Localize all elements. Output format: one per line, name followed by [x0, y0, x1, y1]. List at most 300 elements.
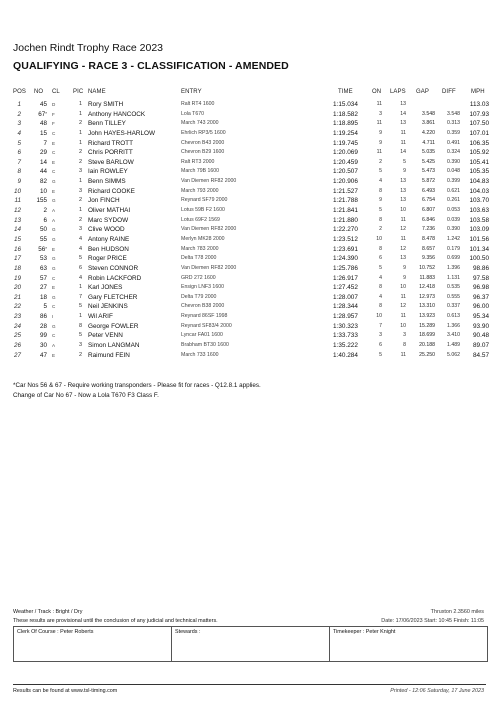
col-no: NO	[34, 89, 44, 95]
cell-pos: 11	[14, 197, 21, 205]
cell-pos: 25	[13, 332, 21, 340]
cell-gap: 8.478	[422, 235, 435, 242]
cell-diff: 0.699	[447, 255, 460, 262]
cell-laps: 12	[400, 226, 406, 233]
provisional-notice: These results are provisional until the conclusion of any judicial and technical matters.	[13, 618, 218, 624]
car-number: 5	[43, 303, 47, 311]
cell-no	[31, 177, 47, 187]
cell-gap: 6.807	[422, 207, 435, 214]
car-number: 63	[39, 264, 47, 272]
cell-mph: 101.34	[469, 245, 489, 253]
cell-pic: 3	[78, 168, 82, 175]
cell-on: 5	[379, 207, 382, 214]
cell-laps: 11	[400, 129, 406, 136]
cell-pos: 13	[13, 216, 21, 224]
cell-name: Raimund FEIN	[88, 351, 130, 359]
cell-pic: 1	[78, 129, 82, 136]
cell-entry: Chevron B29 1600	[181, 149, 225, 156]
cell-name: Ben HUDSON	[88, 245, 129, 253]
cell-pos: 23	[13, 313, 21, 321]
cell-pos: 22	[13, 303, 21, 311]
cell-no	[31, 216, 47, 226]
col-pos: POS	[13, 89, 26, 95]
table-row	[0, 216, 500, 226]
cell-laps: 9	[403, 168, 406, 175]
cell-pic: 1	[78, 110, 82, 117]
cell-entry: Van Diemen RF82 2000	[181, 178, 237, 185]
cell-no	[31, 167, 47, 177]
cell-on: 10	[376, 313, 382, 320]
cell-on: 3	[379, 110, 382, 117]
cell-gap: 5.035	[422, 149, 435, 156]
cell-gap: 6.493	[422, 187, 435, 194]
car-number: 99	[39, 332, 47, 340]
transponder-flag: *	[45, 245, 47, 251]
cell-no	[31, 312, 47, 322]
cell-cl: G	[52, 294, 56, 300]
cell-gap: 20.188	[419, 342, 435, 349]
cell-on: 7	[379, 322, 382, 329]
cell-time: 1:25.786	[333, 264, 358, 272]
cell-pos: 24	[13, 322, 21, 330]
clerk-of-course: Clerk Of Course : Peter Roberts	[17, 629, 94, 635]
cell-name: Steve BARLOW	[88, 158, 134, 166]
cell-pic: 4	[78, 235, 82, 242]
cell-time: 1:24.390	[333, 255, 358, 263]
cell-diff: 0.261	[447, 197, 460, 204]
cell-entry: Van Diemen RF82 2000	[181, 264, 237, 271]
car-number: 47	[39, 351, 47, 359]
timekeeper-box	[330, 627, 487, 661]
cell-on: 3	[379, 332, 382, 339]
cell-cl: E	[52, 246, 56, 252]
cell-pic: 5	[78, 255, 82, 262]
cell-name: Anthony HANCOCK	[88, 110, 146, 118]
cell-time: 1:28.344	[333, 303, 358, 311]
cell-pos: 8	[17, 168, 21, 176]
cell-diff: 0.359	[447, 129, 460, 136]
cell-mph: 96.00	[473, 303, 489, 311]
cell-gap: 12.973	[419, 293, 435, 300]
cell-cl: F	[52, 111, 55, 117]
cell-diff: 0.390	[447, 226, 460, 233]
cell-pos: 5	[17, 139, 21, 147]
cell-on: 11	[376, 101, 382, 107]
table-row	[0, 177, 500, 187]
cell-pic: 1	[78, 178, 82, 185]
cell-gap: 5.872	[422, 178, 435, 185]
cell-on: 11	[376, 120, 382, 127]
cell-on: 6	[379, 342, 382, 349]
cell-pos: 19	[13, 274, 21, 282]
cell-pic: 1	[78, 284, 82, 291]
cell-laps: 13	[400, 187, 406, 194]
car-number: 10	[39, 187, 47, 195]
cell-no	[31, 129, 47, 139]
cell-laps: 10	[400, 322, 406, 329]
cell-name: Benn TILLEY	[88, 120, 126, 128]
col-gap: GAP	[416, 89, 429, 95]
cell-name: Steven CONNOR	[88, 264, 139, 272]
cell-on: 5	[379, 264, 382, 271]
col-on: ON	[372, 89, 382, 95]
cell-pos: 15	[13, 235, 21, 243]
cell-mph: 97.58	[473, 274, 489, 282]
cell-cl: C	[52, 304, 56, 310]
car-number: 27	[39, 284, 47, 292]
cell-gap: 11.883	[419, 274, 435, 281]
cell-entry: Reynard 86SF 1998	[181, 313, 228, 320]
cell-pic: 2	[78, 197, 82, 204]
cell-pic: 2	[78, 158, 82, 165]
cell-cl: C	[52, 130, 56, 136]
col-pic: PIC	[73, 89, 84, 95]
cell-diff: 1.489	[447, 342, 460, 349]
cell-entry: March 783 2000	[181, 245, 219, 252]
table-row	[0, 158, 500, 168]
cell-mph: 105.92	[469, 149, 489, 157]
cell-mph: 100.50	[469, 255, 489, 263]
cell-time: 1:30.323	[333, 322, 358, 330]
cell-pos: 27	[13, 351, 21, 359]
cell-on: 9	[379, 197, 382, 204]
cell-pic: 1	[78, 101, 82, 107]
cell-pic: 8	[78, 322, 82, 329]
cell-pos: 6	[17, 149, 21, 157]
cell-no	[31, 283, 47, 293]
cell-cl: E	[52, 285, 56, 291]
table-row	[0, 302, 500, 312]
cell-time: 1:22.270	[333, 226, 358, 234]
cell-cl: E	[52, 188, 56, 194]
car-number: 7	[43, 139, 47, 147]
cell-cl: C	[52, 150, 56, 156]
cell-entry: Lotus 59B F2 1600	[181, 207, 225, 214]
cell-diff: 1.242	[447, 235, 460, 242]
cell-name: Roger PRICE	[88, 255, 127, 263]
cell-mph: 96.37	[473, 293, 489, 301]
cell-pic: 7	[78, 293, 82, 300]
cell-mph: 93.90	[473, 322, 489, 330]
cell-mph: 105.35	[469, 168, 489, 176]
cell-time: 1:27.452	[333, 284, 358, 292]
cell-laps: 12	[400, 245, 406, 252]
table-row	[0, 196, 500, 206]
cell-entry: Chevron B43 2000	[181, 139, 225, 146]
weather-track: Weather / Track : Bright / Dry	[13, 609, 83, 615]
cell-gap: 13.923	[419, 313, 435, 320]
cell-on: 8	[379, 303, 382, 310]
cell-diff: 0.313	[447, 120, 460, 127]
cell-laps: 9	[403, 274, 406, 281]
cell-diff: 0.613	[447, 313, 460, 320]
cell-diff: 0.048	[447, 168, 460, 175]
cell-entry: Brabham BT30 1600	[181, 342, 229, 349]
cell-pic: 4	[78, 245, 82, 252]
table-row	[0, 254, 500, 264]
signature-boxes	[13, 626, 488, 662]
cell-pos: 18	[13, 264, 21, 272]
cell-laps: 10	[400, 207, 406, 214]
cell-time: 1:20.507	[333, 168, 358, 176]
cell-cl: C	[52, 333, 56, 339]
cell-entry: March 79B 1600	[181, 168, 220, 175]
cell-pic: 2	[78, 120, 82, 127]
cell-gap: 3.861	[422, 120, 435, 127]
cell-time: 1:21.788	[333, 197, 358, 205]
table-row	[0, 225, 500, 235]
cell-mph: 84.57	[473, 351, 489, 359]
cell-time: 1:35.222	[333, 342, 358, 350]
cell-pos: 20	[13, 284, 21, 292]
cell-entry: Lotus 69F2 1569	[181, 216, 220, 223]
car-number: 67	[38, 110, 46, 118]
cell-gap: 3.548	[422, 110, 435, 117]
cell-mph: 96.98	[473, 284, 489, 292]
car-number: 86	[39, 313, 47, 321]
cell-no	[31, 187, 47, 197]
cell-laps: 11	[400, 351, 406, 358]
cell-entry: March 743 2000	[181, 120, 219, 127]
cell-laps: 11	[400, 293, 406, 300]
session-title: QUALIFYING - RACE 3 - CLASSIFICATION - AMENDED	[13, 60, 289, 72]
table-row	[0, 129, 500, 139]
table-row	[0, 167, 500, 177]
cell-time: 1:40.284	[333, 351, 358, 359]
col-mph: MPH	[471, 89, 485, 95]
cell-cl: E	[52, 159, 56, 165]
cell-name: Karl JONES	[88, 284, 123, 292]
cell-name: Simon LANGMAN	[88, 342, 140, 350]
car-number: 6	[43, 216, 47, 224]
cell-time: 1:19.745	[333, 139, 358, 147]
cell-cl: E	[52, 352, 56, 358]
car-number: 29	[39, 149, 47, 157]
cell-diff: 0.039	[447, 216, 460, 223]
stewards: Stewards :	[175, 629, 201, 635]
cell-entry: GRD 272 1600	[181, 274, 216, 281]
cell-mph: 103.09	[469, 226, 489, 234]
cell-laps: 11	[400, 235, 406, 242]
cell-cl: C	[52, 275, 56, 281]
cell-time: 1:19.254	[333, 129, 358, 137]
cell-on: 11	[376, 149, 382, 156]
cell-time: 1:28.957	[333, 313, 358, 321]
event-title: Jochen Rindt Trophy Race 2023	[13, 42, 164, 54]
cell-mph: 104.83	[469, 178, 489, 186]
cell-pic: 1	[78, 207, 82, 214]
cell-diff: 0.179	[447, 245, 460, 252]
cell-on: 4	[379, 274, 382, 281]
car-number: 48	[39, 120, 47, 128]
table-row	[0, 245, 500, 255]
cell-pic: 4	[78, 274, 82, 281]
cell-on: 4	[379, 178, 382, 185]
cell-gap: 4.711	[422, 139, 435, 146]
cell-mph: 107.01	[469, 129, 489, 137]
cell-entry: March 793 2000	[181, 187, 219, 194]
cell-pic: 3	[78, 187, 82, 194]
cell-entry: Delta T78 2000	[181, 255, 217, 262]
cell-no	[31, 331, 47, 341]
cell-name: Marc SYDOW	[88, 216, 129, 224]
cell-gap: 6.846	[422, 216, 435, 223]
table-row	[0, 351, 500, 361]
cell-mph: 103.70	[469, 197, 489, 205]
cell-diff: 0.053	[447, 207, 460, 214]
notes	[13, 381, 261, 401]
car-number: 44	[39, 168, 47, 176]
cell-diff: 0.621	[447, 187, 460, 194]
cell-laps: 8	[403, 342, 406, 349]
session-date-times: Date: 17/06/2023 Start: 10:45 Finish: 11:05	[381, 618, 484, 624]
cell-diff: 0.337	[447, 303, 460, 310]
table-row	[0, 139, 500, 149]
cell-no	[31, 254, 47, 264]
cell-no	[31, 139, 47, 149]
cell-gap: 8.657	[422, 245, 435, 252]
cell-entry: Ehrlich RP3/5 1600	[181, 129, 226, 136]
cell-gap: 6.754	[422, 197, 435, 204]
cell-pic: 2	[78, 216, 82, 223]
cell-no	[31, 293, 47, 303]
results-website: Results can be found at www.tsl-timing.com	[13, 688, 118, 694]
cell-pos: 2	[17, 110, 21, 118]
note-transponders: *Car Nos 56 & 67 - Require working transponders - Please fit for races - Q12.8.1 applies.	[13, 382, 261, 389]
cell-mph: 104.03	[469, 187, 489, 195]
cell-name: Neil JENKINS	[88, 303, 128, 311]
cell-no	[31, 245, 47, 255]
cell-diff: 3.548	[447, 110, 460, 117]
cell-gap: 12.418	[419, 284, 435, 291]
cell-cl: E	[52, 140, 56, 146]
cell-on: 4	[379, 293, 382, 300]
cell-laps: 12	[400, 303, 406, 310]
cell-pic: 5	[78, 332, 82, 339]
car-number: 14	[39, 158, 47, 166]
cell-laps: 13	[400, 120, 406, 127]
cell-name: Antony RAINE	[88, 235, 130, 243]
cell-pos: 9	[17, 178, 21, 186]
cell-mph: 90.48	[473, 332, 489, 340]
cell-pos: 26	[13, 342, 21, 350]
car-number: 82	[39, 178, 47, 186]
cell-pos: 3	[17, 120, 21, 128]
cell-name: Peter VENN	[88, 332, 123, 340]
table-row	[0, 148, 500, 158]
cell-entry: Delta T79 2000	[181, 293, 217, 300]
table-row	[0, 119, 500, 129]
cell-entry: Ralt RT4 1600	[181, 101, 215, 107]
timekeeper: Timekeeper : Peter Knight	[333, 629, 396, 635]
cell-gap: 9.356	[422, 255, 435, 262]
table-row	[0, 264, 500, 274]
cell-laps: 10	[400, 284, 406, 291]
cell-entry: Van Diemen RF82 2000	[181, 226, 237, 233]
car-number: 53	[39, 255, 47, 263]
circuit-length: Thruxton 2.3560 miles	[430, 609, 484, 615]
cell-no	[31, 341, 47, 351]
car-number: 155	[36, 197, 47, 205]
cell-name: Robin LACKFORD	[88, 274, 142, 282]
table-row	[0, 274, 500, 284]
cell-diff: 0.535	[447, 284, 460, 291]
cell-pos: 4	[17, 129, 21, 137]
car-number: 2	[43, 207, 47, 215]
cell-no	[31, 274, 47, 284]
cell-name: Clive WOOD	[88, 226, 125, 234]
cell-cl: D	[52, 102, 56, 107]
cell-laps: 3	[403, 332, 406, 339]
car-number: 15	[39, 129, 47, 137]
cell-laps: 11	[400, 139, 406, 146]
cell-no	[31, 206, 47, 216]
cell-time: 1:21.527	[333, 187, 358, 195]
cell-time: 1:23.512	[333, 235, 358, 243]
cell-mph: 101.56	[469, 235, 489, 243]
cell-cl: G	[52, 265, 56, 271]
cell-name: Benn SIMMS	[88, 178, 126, 186]
cell-gap: 4.220	[422, 129, 435, 136]
cell-pos: 12	[13, 207, 21, 215]
cell-on: 8	[379, 216, 382, 223]
cell-entry: Chevron B38 2000	[181, 303, 225, 310]
cell-pos: 16	[13, 245, 21, 253]
col-name: NAME	[88, 89, 106, 95]
cell-mph: 107.50	[469, 120, 489, 128]
cell-pic: 2	[78, 149, 82, 156]
table-row	[0, 331, 500, 341]
cell-diff: 1.131	[447, 274, 460, 281]
cell-entry: Ralt RT3 2000	[181, 158, 215, 165]
table-row	[0, 206, 500, 216]
cell-mph: 103.63	[469, 207, 489, 215]
cell-cl: F	[52, 121, 55, 127]
cell-time: 1:23.691	[333, 245, 358, 253]
cell-pos: 17	[13, 255, 21, 263]
cell-on: 6	[379, 255, 382, 262]
cell-cl: G	[52, 179, 56, 185]
col-diff: DIFF	[442, 89, 456, 95]
cell-entry: Lyncar FA01 1600	[181, 332, 223, 339]
car-number: 57	[39, 274, 47, 282]
cell-on: 5	[379, 351, 382, 358]
car-number: 56	[38, 245, 46, 253]
cell-on: 8	[379, 245, 382, 252]
cell-time: 1:20.459	[333, 158, 358, 166]
cell-on: 10	[376, 235, 382, 242]
cell-laps: 11	[400, 313, 406, 320]
cell-cl: G	[52, 256, 56, 262]
cell-no	[31, 235, 47, 245]
table-row	[0, 293, 500, 303]
cell-time: 1:21.880	[333, 216, 358, 224]
cell-cl: G	[52, 236, 56, 242]
cell-time: 1:21.841	[333, 207, 358, 215]
cell-name: Chris PORRITT	[88, 149, 133, 157]
cell-no	[31, 302, 47, 312]
table-row	[0, 100, 500, 110]
cell-diff: 0.390	[447, 158, 460, 165]
cell-laps: 13	[400, 197, 406, 204]
cell-laps: 14	[400, 110, 406, 117]
cell-laps: 13	[400, 101, 406, 107]
cell-pic: 5	[78, 303, 82, 310]
cell-no	[31, 110, 47, 120]
cell-pic: 1	[78, 139, 82, 146]
cell-time: 1:20.069	[333, 149, 358, 157]
cell-diff: 0.555	[447, 293, 460, 300]
